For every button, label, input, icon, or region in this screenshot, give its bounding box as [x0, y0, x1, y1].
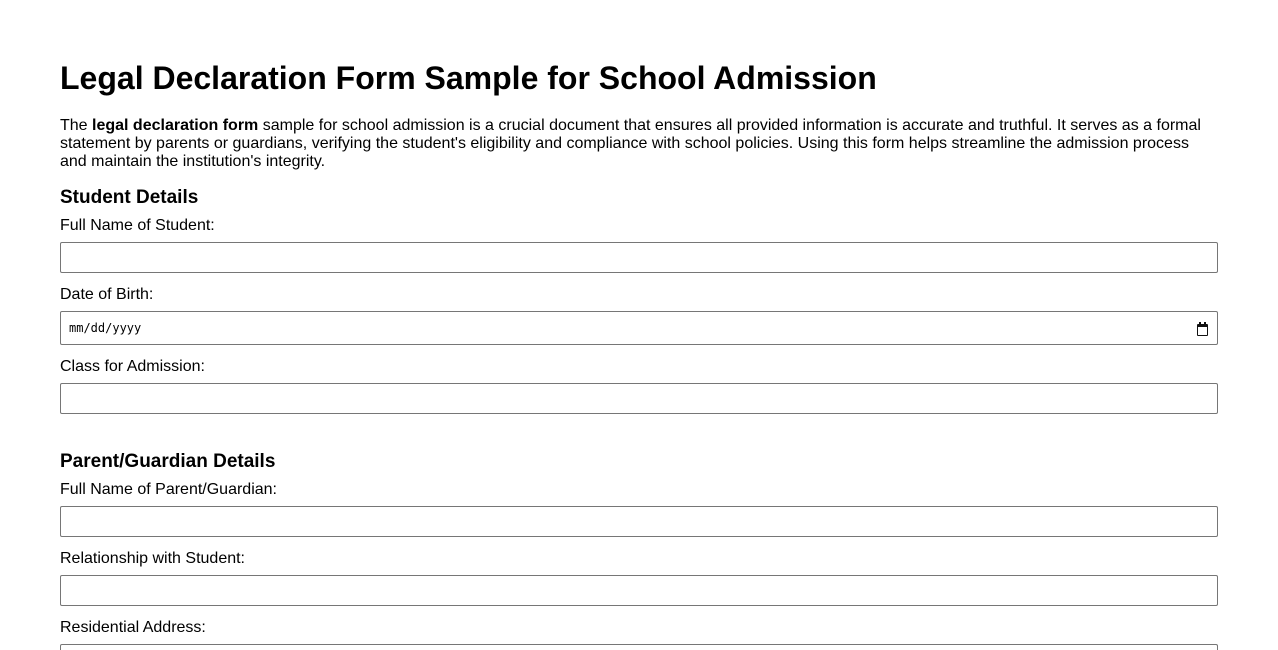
student-name-label: Full Name of Student: — [60, 217, 215, 234]
page-title: Legal Declaration Form Sample for School Admission — [60, 60, 877, 96]
intro-bold-term: legal declaration form — [92, 117, 259, 134]
intro-suffix: sample for school admission is a crucial document that ensures all provided information is accurate and truthful. It serves as a formal statement by parents or guardians, verifying the student's eligibility and compliance with school policies. Using this form helps streamline the admission process and maintain the institution's integrity. — [60, 117, 1201, 170]
dob-placeholder: mm/dd/yyyy — [69, 321, 142, 335]
dob-label: Date of Birth: — [60, 286, 154, 303]
address-input[interactable] — [60, 644, 1218, 650]
parent-details-heading: Parent/Guardian Details — [60, 451, 276, 472]
student-name-input[interactable] — [60, 242, 1218, 273]
intro-prefix: The — [60, 117, 93, 134]
student-details-heading: Student Details — [60, 187, 199, 208]
parent-name-input[interactable] — [60, 506, 1218, 537]
relationship-input[interactable] — [60, 575, 1218, 606]
relationship-label: Relationship with Student: — [60, 550, 245, 567]
dob-date-input[interactable] — [60, 311, 1218, 345]
parent-name-label: Full Name of Parent/Guardian: — [60, 481, 277, 498]
address-label: Residential Address: — [60, 619, 206, 636]
calendar-icon[interactable] — [1196, 322, 1209, 335]
intro-paragraph — [60, 117, 1218, 171]
class-admission-input[interactable] — [60, 383, 1218, 414]
class-admission-label: Class for Admission: — [60, 358, 205, 375]
